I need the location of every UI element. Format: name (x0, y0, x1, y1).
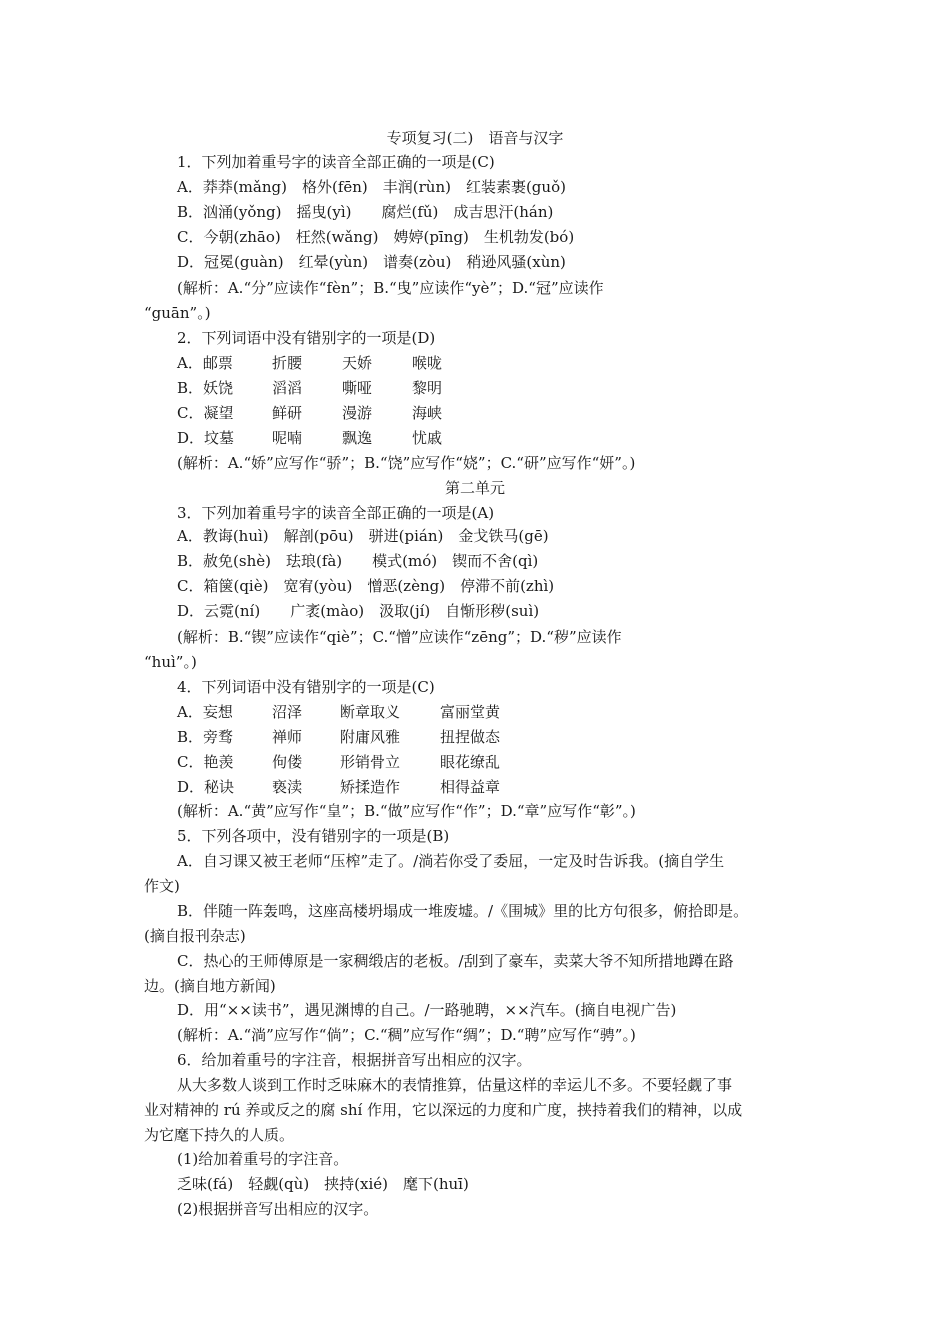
q5-option-a: A．自习课又被王老师“压榨”走了。/淌若你受了委屈，一定及时告诉我。(摘自学生 (177, 852, 725, 870)
q4-note: (解析：A.“黄”应写作“皇”；B.“做”应写作“作”；D.“章”应写作“彰”。) (177, 802, 636, 820)
q3-option-b: B．赦免(shè) 珐琅(fà) 模式(mó) 锲而不舍(qì) (177, 552, 539, 570)
q2-d-word1: D．坟墓 (177, 429, 235, 447)
q2-option-a (177, 352, 442, 374)
q4-b-word3: 附庸风雅 (340, 728, 401, 746)
q5-option-c-cont: 边。(摘自地方新闻) (144, 977, 276, 995)
q4-c-word4: 眼花缭乱 (440, 753, 501, 771)
q2-stem: 2．下列词语中没有错别字的一项是(D) (177, 329, 436, 347)
q3-note-cont: “huì”。) (144, 653, 197, 671)
q6-passage-line2: 业对精神的 rú 养或反之的腐 shí 作用，它以深远的力度和广度，挟持着我们的精神，以成 (144, 1101, 743, 1119)
q2-d-word4: 忧戚 (412, 429, 443, 447)
q3-option-d: D．云霓(ní) 广袤(mào) 汲取(jí) 自惭形秽(suì) (177, 602, 540, 620)
q2-c-word4: 海峡 (412, 404, 443, 422)
q2-c-word3: 漫游 (342, 404, 373, 422)
q3-stem: 3．下列加着重号字的读音全部正确的一项是(A) (177, 504, 495, 522)
q4-d-word4: 相得益章 (440, 778, 501, 796)
q4-option-d (177, 776, 500, 798)
q5-option-d: D．用“××读书”，遇见渊博的自己。/一路驰聘，××汽车。(摘自电视广告) (177, 1001, 677, 1019)
q3-option-a: A．教诲(huì) 解剖(pōu) 骈进(pián) 金戈铁马(gē) (177, 527, 549, 545)
q4-option-c (177, 751, 500, 773)
q6-sub1-answer: 乏味(fá) 轻觑(qù) 挟持(xié) 麾下(huī) (177, 1175, 469, 1193)
q4-c-word2: 佝偻 (272, 753, 303, 771)
q4-b-word4: 扭捏做态 (440, 728, 501, 746)
unit-heading: 第二单元 (444, 479, 505, 497)
q4-a-word3: 断章取义 (340, 703, 401, 721)
q4-a-word4: 富丽堂黄 (440, 703, 501, 721)
q2-c-word2: 鲜研 (272, 404, 303, 422)
q2-b-word4: 黎明 (412, 379, 443, 397)
q6-sub1: (1)给加着重号的字注音。 (177, 1150, 349, 1168)
q2-option-b (177, 377, 442, 399)
q2-option-d (177, 427, 442, 449)
q2-a-word2: 折腰 (272, 354, 303, 372)
q1-option-b: B．汹涌(yǒng) 摇曳(yì) 腐烂(fǔ) 成吉思汗(hán) (177, 203, 554, 221)
q1-option-d: D．冠冕(guàn) 红晕(yùn) 谱奏(zòu) 稍逊风骚(xùn) (177, 253, 566, 271)
q4-option-b (177, 726, 500, 748)
q4-c-word3: 形销骨立 (340, 753, 401, 771)
q2-b-word3: 嘶哑 (342, 379, 373, 397)
q4-a-word1: A．妄想 (177, 703, 233, 721)
q2-d-word2: 呢喃 (272, 429, 303, 447)
q5-stem: 5．下列各项中，没有错别字的一项是(B) (177, 827, 450, 845)
q2-d-word3: 飘逸 (342, 429, 373, 447)
q6-passage-line1: 从大多数人谈到工作时乏味麻木的表情推算，估量这样的幸运儿不多。不要轻觑了事 (177, 1076, 733, 1094)
q4-d-word1: D．秘诀 (177, 778, 235, 796)
q2-note: (解析：A.“娇”应写作“骄”；B.“饶”应写作“娆”；C.“研”应写作“妍”。) (177, 454, 636, 472)
q4-option-a (177, 701, 500, 723)
q4-b-word1: B．旁骛 (177, 728, 234, 746)
q4-d-word3: 矫揉造作 (340, 778, 401, 796)
q2-a-word4: 喉咙 (412, 354, 443, 372)
q4-stem: 4．下列词语中没有错别字的一项是(C) (177, 678, 435, 696)
q6-sub2: (2)根据拼音写出相应的汉字。 (177, 1200, 379, 1218)
q1-stem: 1．下列加着重号字的读音全部正确的一项是(C) (177, 153, 495, 171)
q4-c-word1: C．艳羡 (177, 753, 234, 771)
q3-option-c: C．箱箧(qiè) 宽宥(yòu) 憎恶(zèng) 停滞不前(zhì) (177, 577, 555, 595)
q2-a-word3: 天娇 (342, 354, 373, 372)
q5-option-b-cont: (摘自报刊杂志) (144, 927, 246, 945)
q1-note: (解析：A.“分”应读作“fèn”；B.“曳”应读作“yè”；D.“冠”应读作 (177, 279, 604, 297)
q2-a-word1: A．邮票 (177, 354, 233, 372)
q2-c-word1: C．凝望 (177, 404, 234, 422)
q5-option-b: B．伴随一阵轰鸣，这座高楼坍塌成一堆废墟。/《围城》里的比方句很多，俯拾即是。 (177, 902, 749, 920)
q4-b-word2: 禅师 (272, 728, 303, 746)
q5-option-a-cont: 作文) (144, 877, 180, 895)
q6-passage-line3: 为它麾下持久的人质。 (144, 1126, 295, 1144)
page-title: 专项复习(二) 语音与汉字 (386, 129, 564, 147)
q6-stem: 6．给加着重号的字注音，根据拼音写出相应的汉字。 (177, 1051, 532, 1069)
q3-note: (解析：B.“锲”应读作“qiè”；C.“憎”应读作“zēng”；D.“秽”应读作 (177, 628, 622, 646)
q4-a-word2: 沼泽 (272, 703, 303, 721)
q5-option-c: C．热心的王师傅原是一家稠缎店的老板。/刮到了豪车，卖菜大爷不知所措地蹲在路 (177, 952, 734, 970)
q1-option-c: C．今朝(zhāo) 枉然(wǎng) 娉婷(pīng) 生机勃发(bó) (177, 228, 575, 246)
q1-option-a: A．莽莽(mǎng) 格外(fēn) 丰润(rùn) 红装素裹(guǒ) (177, 178, 566, 196)
q2-b-word1: B．妖饶 (177, 379, 234, 397)
q2-option-c (177, 402, 442, 424)
q2-b-word2: 滔滔 (272, 379, 303, 397)
q4-d-word2: 亵渎 (272, 778, 303, 796)
q1-note-cont: “guān”。) (144, 304, 211, 322)
q5-note: (解析：A.“淌”应写作“倘”；C.“稠”应写作“绸”；D.“聘”应写作“骋”。) (177, 1026, 636, 1044)
